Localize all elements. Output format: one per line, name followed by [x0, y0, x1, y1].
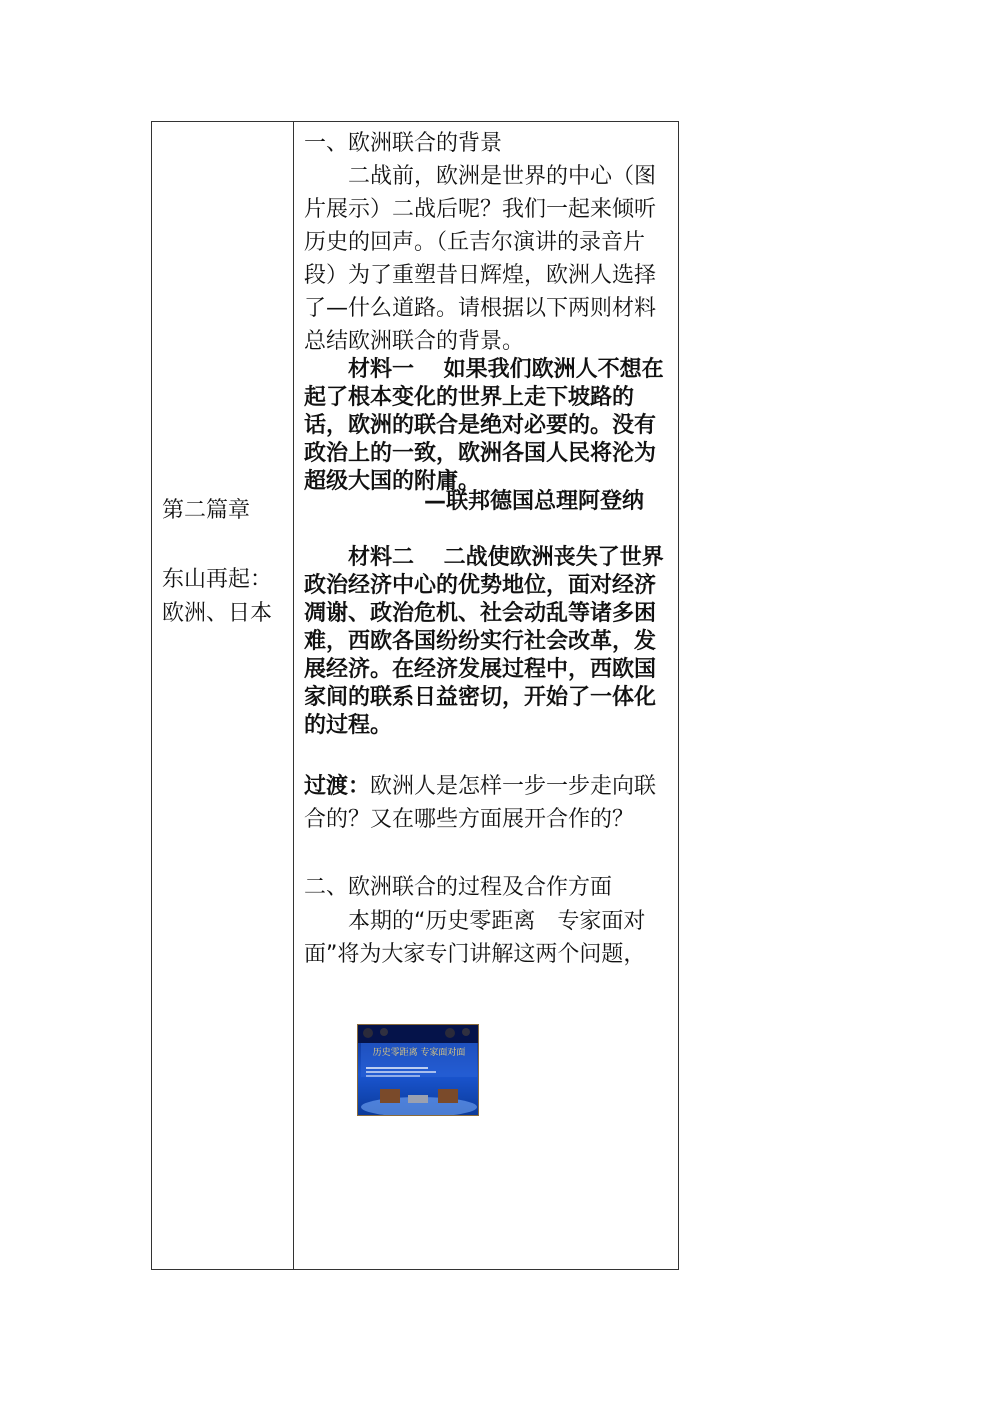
transition-label: 过渡：: [304, 774, 371, 799]
chapter-subtitle-line1: 东山再起：: [162, 567, 273, 592]
transition-paragraph: [304, 770, 670, 836]
content-cell: [294, 122, 678, 1269]
material-one: 材料一 如果我们欧洲人不想在起了根本变化的世界上走下坡路的话，欧洲的联合是绝对必要的。没有政治上的一致，欧洲各国人民将沦为超级大国的附庸。: [304, 357, 664, 494]
lesson-table: [151, 121, 679, 1270]
chapter-subtitle-line2: 欧洲、日本: [162, 601, 273, 626]
image-caption: 历史零距离 专家面对面: [372, 1048, 466, 1058]
material-one-source: —联邦德国总理阿登纳: [424, 489, 645, 514]
chapter-label: 第二篇章: [162, 498, 251, 523]
transition-text: 欧洲人是怎样一步一步走向联合的？又在哪些方面展开合作的？: [304, 774, 657, 832]
section2-text: 本期的“历史零距离 专家面对面”将为大家专门讲解这两个问题，: [304, 909, 646, 967]
section1-title: 一、欧洲联合的背景: [304, 131, 503, 156]
background-intro: 二战前，欧洲是世界的中心（图片展示）二战后呢？我们一起来倾听历史的回声。（丘吉尔演讲的录音片段）为了重塑昔日辉煌，欧洲人选择了—什么道路。请根据以下两则材料总结欧洲联合的背景。: [304, 164, 657, 354]
material-two: 材料二 二战使欧洲丧失了世界政治经济中心的优势地位，面对经济凋谢、政治危机、社会动乱等诸多困难，西欧各国纷纷实行社会改革，发展经济。在经济发展过程中，西欧国家间的联系日益密切，开始了一体化的过程。: [304, 545, 664, 738]
expert-studio-image: [357, 1024, 479, 1116]
chapter-cell: [152, 122, 293, 1269]
section2-title: 二、欧洲联合的过程及合作方面: [304, 875, 613, 900]
studio-scene: [358, 1025, 479, 1116]
